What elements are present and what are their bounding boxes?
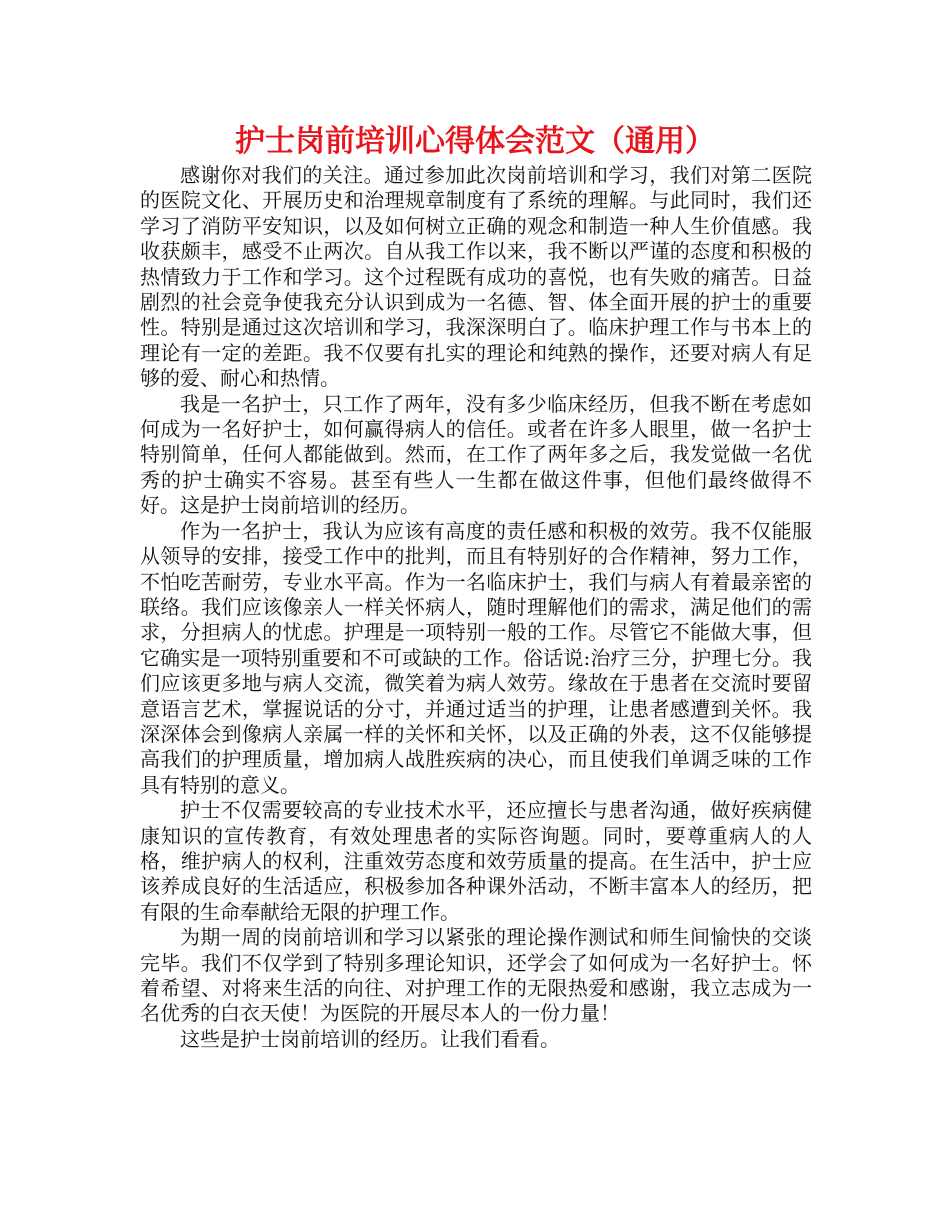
paragraph-1: 感谢你对我们的关注。通过参加此次岗前培训和学习，我们对第二医院的医院文化、开展历史和治理规章制度有了系统的理解。与此同时，我们还学习了消防平安知识，以及如何树立正确的观念和制造一种人生价值感。我收获颇丰，感受不止两次。自从我工作以来，我不断以严谨的态度和积极的热情致力于工作和学习。这个过程既有成功的喜悦，也有失败的痛苦。日益剧烈的社会竞争使我充分认识到成为一名德、智、体全面开展的护士的重要性。特别是通过这次培训和学习，我深深明白了。临床护理工作与书本上的理论有一定的差距。我不仅要有扎实的理论和纯熟的操作，还要对病人有足够的爱、耐心和热情。 (140, 163, 812, 391)
document-title: 护士岗前培训心得体会范文（通用） (235, 124, 715, 159)
paragraph-2: 我是一名护士，只工作了两年，没有多少临床经历，但我不断在考虑如何成为一名好护士，如何赢得病人的信任。或者在许多人眼里，做一名护士特别简单，任何人都能做到。然而，在工作了两年多之后，我发觉做一名优秀的护士确实不容易。甚至有些人一生都在做这件事，但他们最终做得不好。这是护士岗前培训的经历。 (140, 391, 812, 518)
paragraph-4: 护士不仅需要较高的专业技术水平，还应擅长与患者沟通，做好疾病健康知识的宣传教育，有效处理患者的实际咨询题。同时，要尊重病人的人格，维护病人的权利，注重效劳态度和效劳质量的提高。在生活中，护士应该养成良好的生活适应，积极参加各种课外活动，不断丰富本人的经历，把有限的生命奉献给无限的护理工作。 (140, 798, 812, 924)
paragraph-5: 为期一周的岗前培训和学习以紧张的理论操作测试和师生间愉快的交谈完毕。我们不仅学到了特别多理论知识，还学会了如何成为一名好护士。怀着希望、对将来生活的向往、对护理工作的无限热爱和感谢，我立志成为一名优秀的白衣天使！为医院的开展尽本人的一份力量！ (140, 925, 812, 1026)
paragraph-6: 这些是护士岗前培训的经历。让我们看看。 (180, 1026, 560, 1051)
paragraph-3: 作为一名护士，我认为应该有高度的责任感和积极的效劳。我不仅能服从领导的安排，接受工作中的批判，而且有特别好的合作精神，努力工作，不怕吃苦耐劳，专业水平高。作为一名临床护士，我们与病人有着最亲密的联络。我们应该像亲人一样关怀病人，随时理解他们的需求，满足他们的需求，分担病人的忧虑。护理是一项特别一般的工作。尽管它不能做大事，但它确实是一项特别重要和不可或缺的工作。俗话说:治疗三分，护理七分。我们应该更多地与病人交流，微笑着为病人效劳。缘故在于患者在交流时要留意语言艺术，掌握说话的分寸，并通过适当的护理，让患者感遭到关怀。我深深体会到像病人亲属一样的关怀和关怀，以及正确的外表，这不仅能够提高我们的护理质量，增加病人战胜疾病的决心，而且使我们单调乏味的工作具有特别的意义。 (140, 518, 812, 797)
document-body (140, 163, 812, 1052)
